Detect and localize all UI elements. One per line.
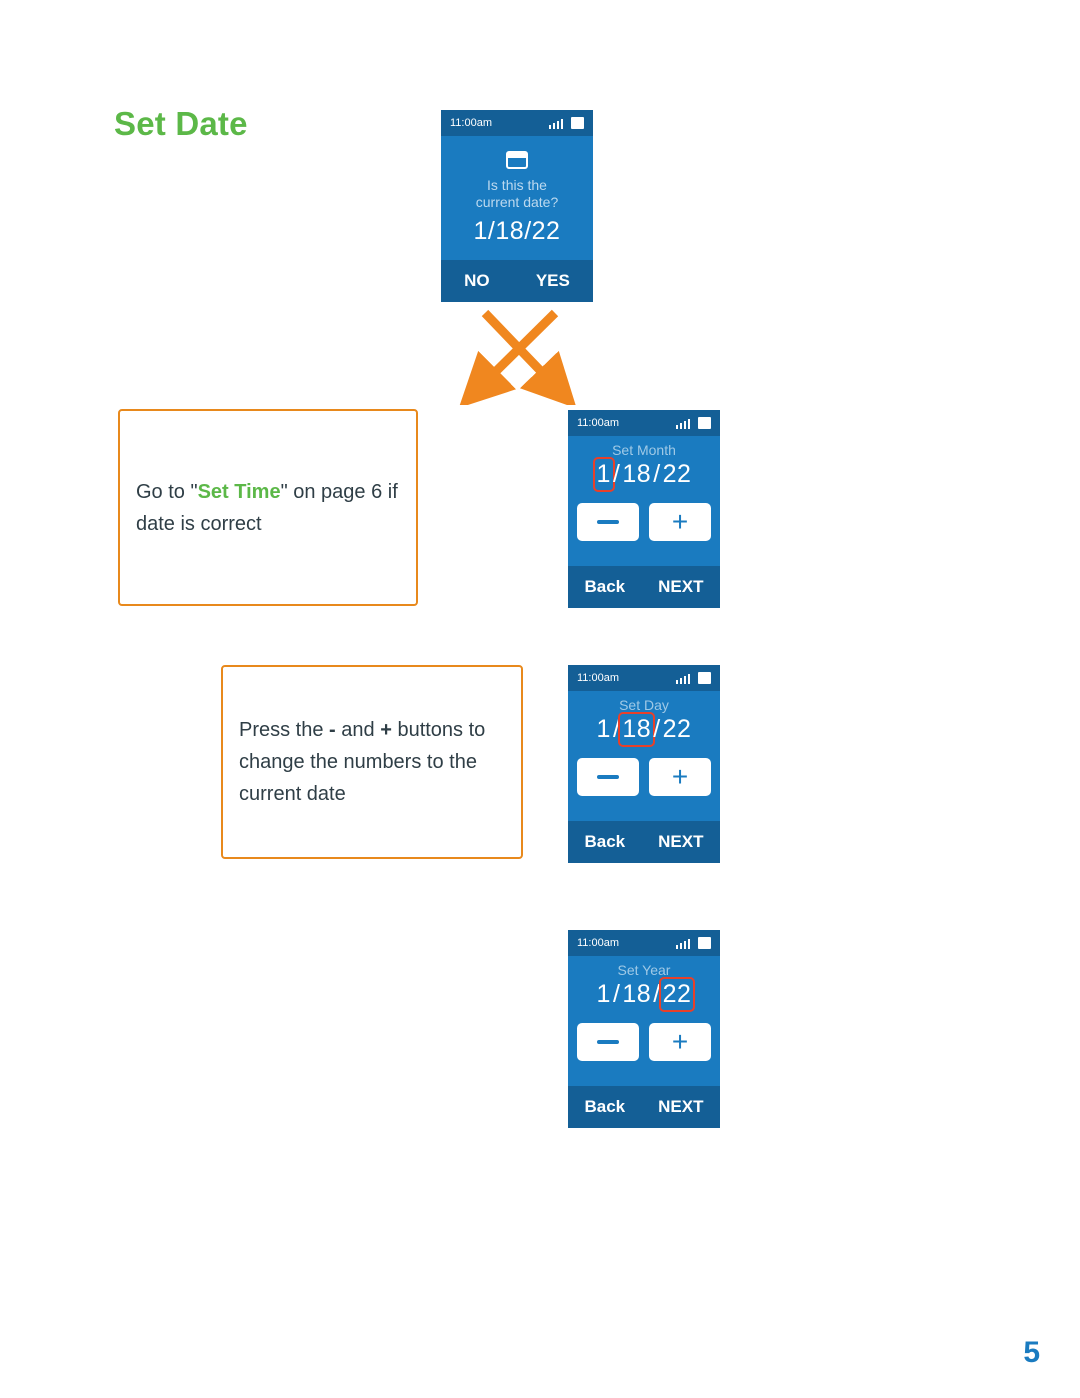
minus-icon [597, 775, 619, 779]
status-bar [568, 410, 720, 436]
status-bar [568, 665, 720, 691]
status-time: 11:00am [577, 417, 619, 429]
callout2-plus: + [380, 719, 392, 741]
minus-button[interactable] [577, 758, 639, 796]
minus-button[interactable] [577, 503, 639, 541]
status-time: 11:00am [450, 117, 492, 129]
back-button[interactable]: Back [584, 1097, 626, 1116]
stepper-controls [577, 503, 711, 541]
date-segment-day: 18 [622, 460, 652, 488]
setter-actions [568, 566, 720, 608]
battery-icon [698, 937, 711, 949]
date-segment-month: 1 [596, 715, 611, 743]
plus-button[interactable]: + [649, 503, 711, 541]
minus-button[interactable] [577, 1023, 639, 1061]
battery-icon [698, 672, 711, 684]
signal-icon [676, 938, 691, 949]
setter-actions [568, 821, 720, 863]
signal-icon [676, 673, 691, 684]
page-number: 5 [1023, 1336, 1040, 1369]
set-label: Set Year [617, 962, 671, 978]
confirm-date-value: 1/18/22 [473, 217, 561, 245]
callout-change-numbers [221, 665, 523, 859]
stepper-controls [577, 758, 711, 796]
setter-actions [568, 1086, 720, 1128]
signal-icon [549, 118, 564, 129]
set-label: Set Day [619, 697, 669, 713]
date-display [596, 460, 693, 489]
callout-date-correct [118, 409, 418, 606]
device-body [568, 691, 720, 863]
stepper-controls [577, 1023, 711, 1061]
next-button[interactable]: NEXT [658, 1097, 704, 1116]
no-button[interactable]: NO [464, 271, 490, 290]
yes-button[interactable]: YES [535, 271, 570, 290]
device-body [568, 956, 720, 1128]
page-title: Set Date [114, 105, 248, 142]
callout1-part1: Go to " [136, 480, 198, 503]
back-button[interactable]: Back [584, 832, 626, 851]
confirm-question-line2: current date? [475, 194, 559, 210]
device-set-day [568, 665, 720, 863]
next-button[interactable]: NEXT [658, 577, 704, 596]
date-segment-day: 18 [622, 715, 652, 743]
callout2-part2: and [335, 719, 381, 741]
callout1-link: Set Time [197, 480, 281, 503]
status-bar [441, 110, 593, 136]
date-separator-1: / [612, 715, 621, 743]
date-segment-month: 1 [596, 980, 611, 1008]
date-segment-year: 22 [662, 980, 692, 1008]
callout-date-correct-text [136, 476, 400, 540]
status-bar [568, 930, 720, 956]
calendar-icon [506, 151, 528, 169]
next-button[interactable]: NEXT [658, 832, 704, 851]
date-segment-year: 22 [662, 460, 692, 488]
callout2-part1: Press the [239, 719, 330, 741]
status-time: 11:00am [577, 672, 619, 684]
back-button[interactable]: Back [584, 577, 626, 596]
date-separator-2: / [653, 460, 661, 488]
device-set-month [568, 410, 720, 608]
date-separator-1: / [612, 460, 621, 488]
date-segment-day: 18 [622, 980, 652, 1008]
date-display [596, 715, 693, 744]
battery-icon [571, 117, 584, 129]
device-body [441, 136, 593, 302]
confirm-actions [441, 260, 593, 302]
device-body [568, 436, 720, 608]
minus-icon [597, 520, 619, 524]
callout2-minus: - [329, 719, 336, 741]
date-segment-month: 1 [596, 460, 611, 488]
callout-change-numbers-text [239, 714, 505, 810]
device-set-year [568, 930, 720, 1128]
callout1-part2: " on page 6 if date is correct [136, 480, 398, 535]
date-segment-year: 22 [662, 715, 692, 743]
confirm-question-line1: Is this the [487, 177, 547, 193]
device-confirm-date [441, 110, 593, 302]
signal-icon [676, 418, 691, 429]
date-separator-2: / [653, 715, 661, 743]
plus-button[interactable]: + [649, 758, 711, 796]
crossing-arrows [450, 305, 590, 405]
battery-icon [698, 417, 711, 429]
date-separator-2: / [653, 980, 661, 1008]
set-label: Set Month [612, 442, 676, 458]
date-display [596, 980, 693, 1009]
minus-icon [597, 1040, 619, 1044]
confirm-question [476, 177, 559, 211]
date-separator-1: / [612, 980, 621, 1008]
plus-button[interactable]: + [649, 1023, 711, 1061]
callout2-part3: buttons to change the numbers to the current date [239, 719, 486, 805]
status-time: 11:00am [577, 937, 619, 949]
